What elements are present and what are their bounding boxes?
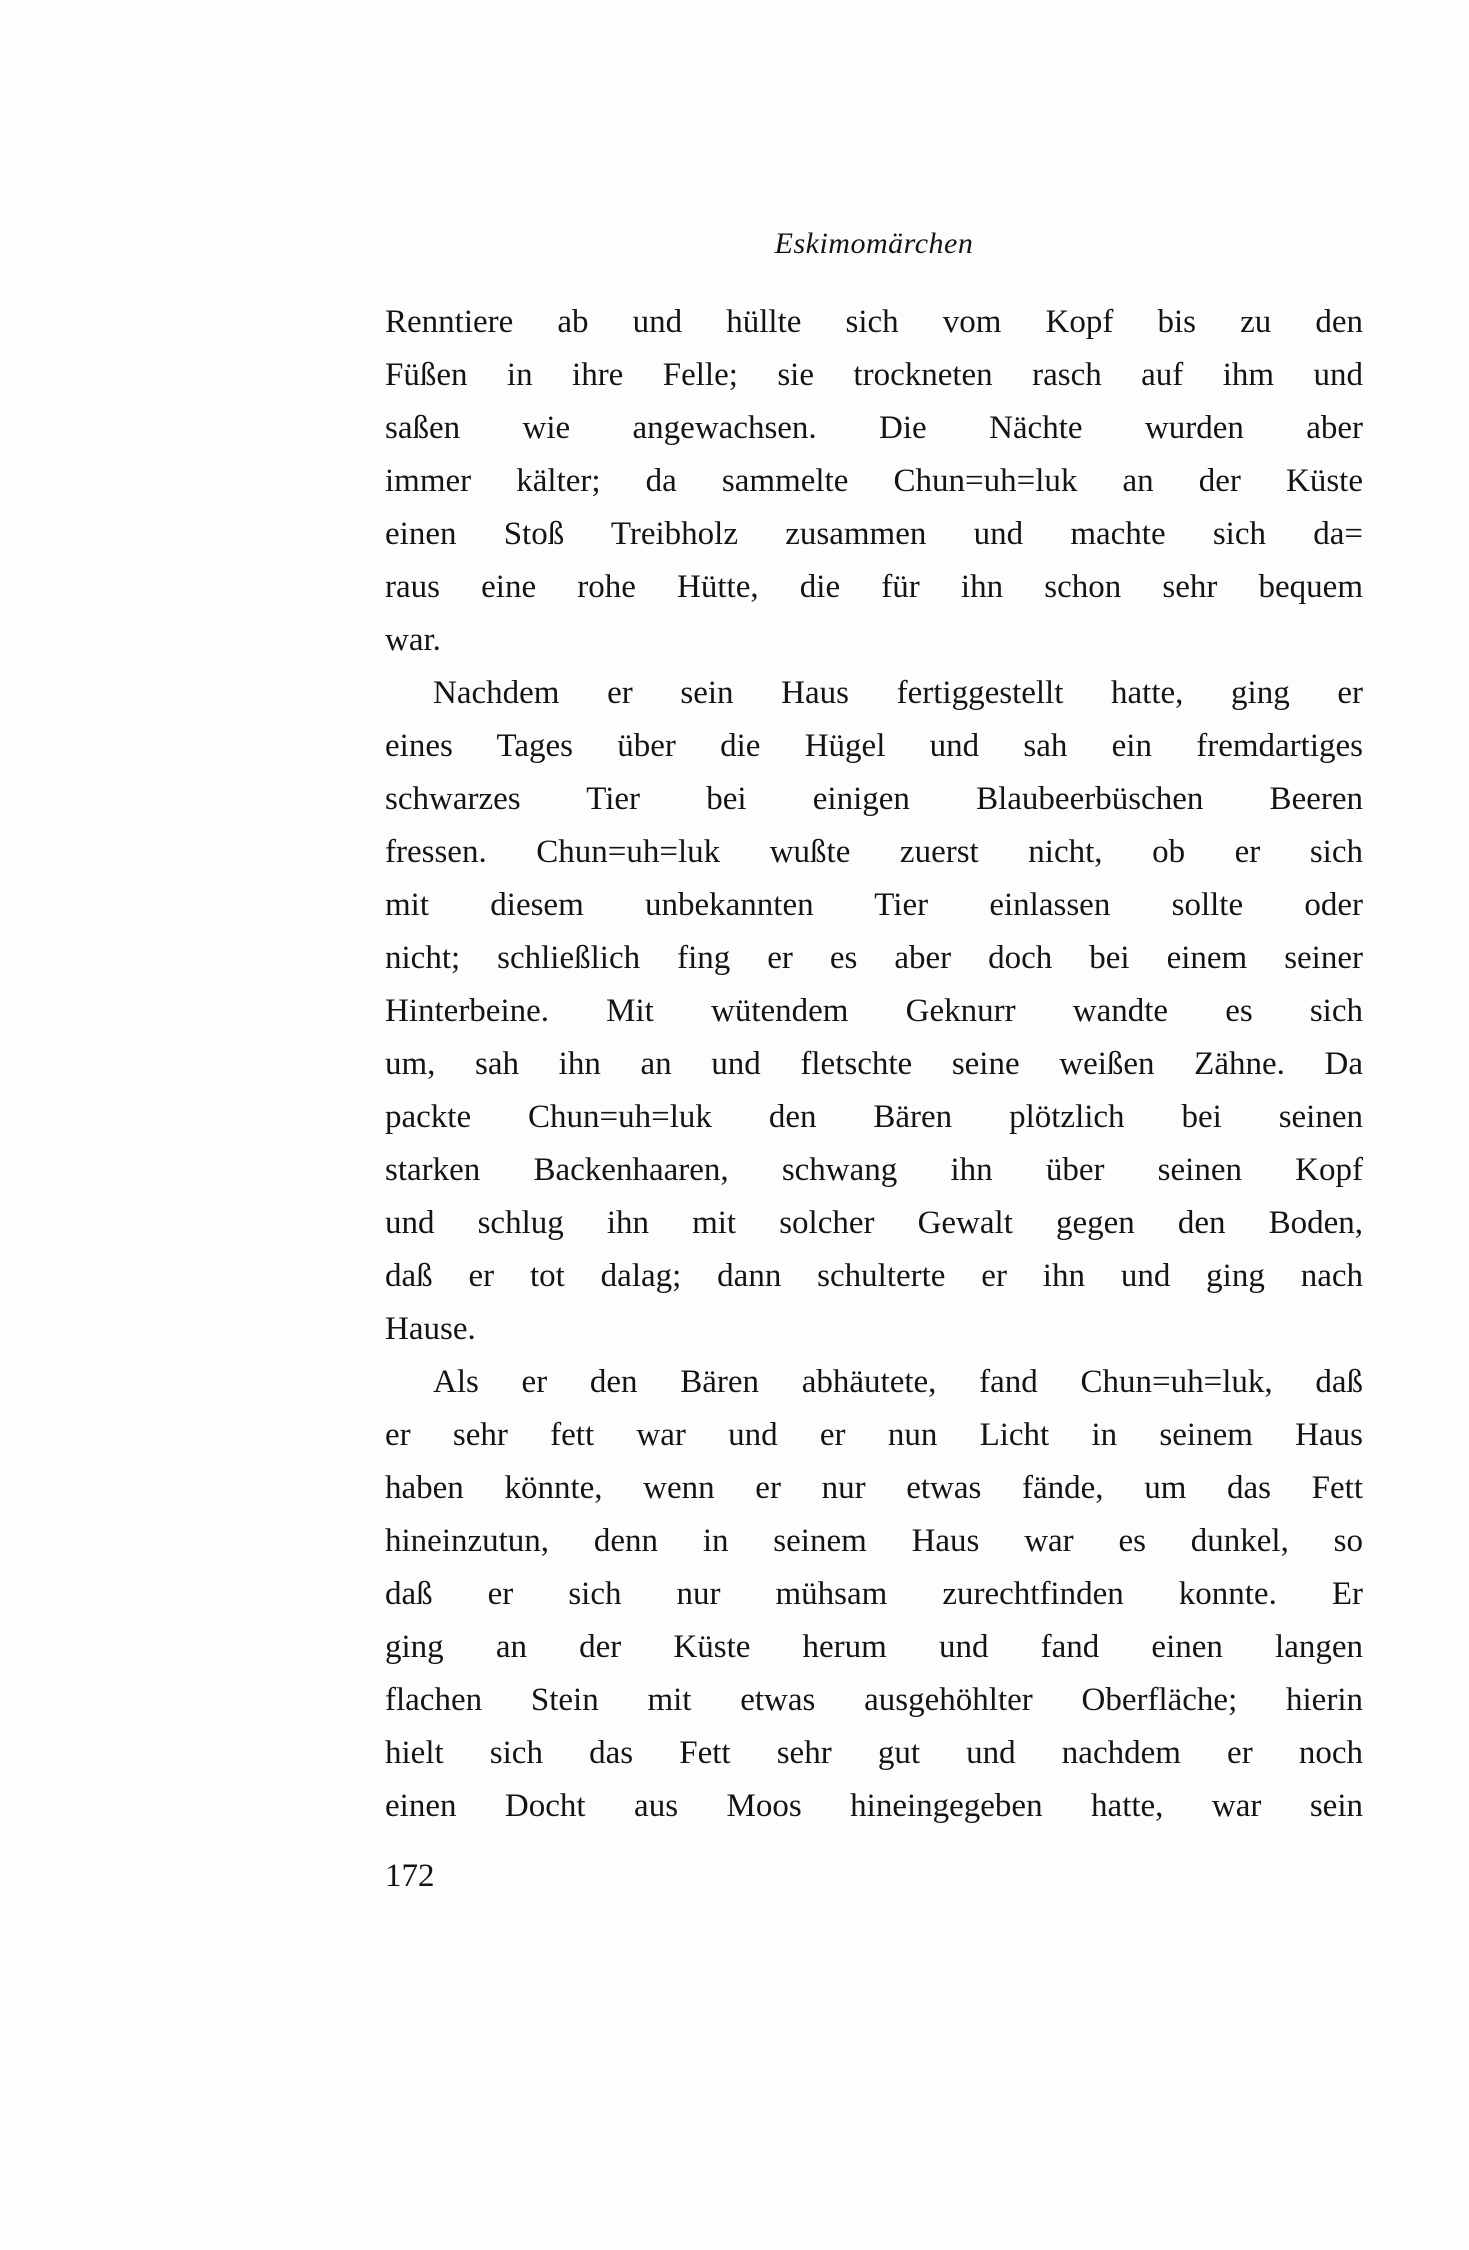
text-line: fressen. Chun=uh=luk wußte zuerst nicht, ob er sich [385, 834, 1363, 870]
text-line: starken Backenhaaren, schwang ihn über seinen Kopf [385, 1152, 1363, 1188]
text-line: immer kälter; da sammelte Chun=uh=luk an der Küste [385, 463, 1363, 499]
text-line: Renntiere ab und hüllte sich vom Kopf bis zu den [385, 304, 1363, 340]
text-line: hineinzutun, denn in seinem Haus war es dunkel, so [385, 1523, 1363, 1559]
text-line: saßen wie angewachsen. Die Nächte wurden aber [385, 410, 1363, 446]
text-line: eines Tages über die Hügel und sah ein fremdartiges [385, 728, 1363, 764]
text-line: daß er sich nur mühsam zurechtfinden konnte. Er [385, 1576, 1363, 1612]
text-line: flachen Stein mit etwas ausgehöhlter Oberfläche; hierin [385, 1682, 1363, 1718]
text-line: und schlug ihn mit solcher Gewalt gegen den Boden, [385, 1205, 1363, 1241]
text-line: Hinterbeine. Mit wütendem Geknurr wandte es sich [385, 993, 1363, 1029]
body-text [385, 296, 1363, 1833]
text-line: mit diesem unbekannten Tier einlassen sollte oder [385, 887, 1363, 923]
text-line: einen Docht aus Moos hineingegeben hatte, war sein [385, 1788, 1363, 1824]
text-line: nicht; schließlich fing er es aber doch bei einem seiner [385, 940, 1363, 976]
text-line: war. [385, 622, 441, 658]
text-line: er sehr fett war und er nun Licht in seinem Haus [385, 1417, 1363, 1453]
text-line: haben könnte, wenn er nur etwas fände, um das Fett [385, 1470, 1363, 1506]
running-header: Eskimomärchen [774, 227, 974, 260]
text-line: Hause. [385, 1311, 476, 1347]
text-line: packte Chun=uh=luk den Bären plötzlich bei seinen [385, 1099, 1363, 1135]
page-number: 172 [385, 1858, 435, 1894]
text-line: Füßen in ihre Felle; sie trockneten rasch auf ihm und [385, 357, 1363, 393]
text-line: Nachdem er sein Haus fertiggestellt hatte, ging er [433, 675, 1363, 711]
text-line: schwarzes Tier bei einigen Blaubeerbüschen Beeren [385, 781, 1363, 817]
text-line: Als er den Bären abhäutete, fand Chun=uh=luk, daß [433, 1364, 1363, 1400]
text-line: einen Stoß Treibholz zusammen und machte sich da= [385, 516, 1363, 552]
text-line: daß er tot dalag; dann schulterte er ihn und ging nach [385, 1258, 1363, 1294]
text-line: hielt sich das Fett sehr gut und nachdem er noch [385, 1735, 1363, 1771]
text-line: raus eine rohe Hütte, die für ihn schon sehr bequem [385, 569, 1363, 605]
text-line: um, sah ihn an und fletschte seine weißen Zähne. Da [385, 1046, 1363, 1082]
text-line: ging an der Küste herum und fand einen langen [385, 1629, 1363, 1665]
